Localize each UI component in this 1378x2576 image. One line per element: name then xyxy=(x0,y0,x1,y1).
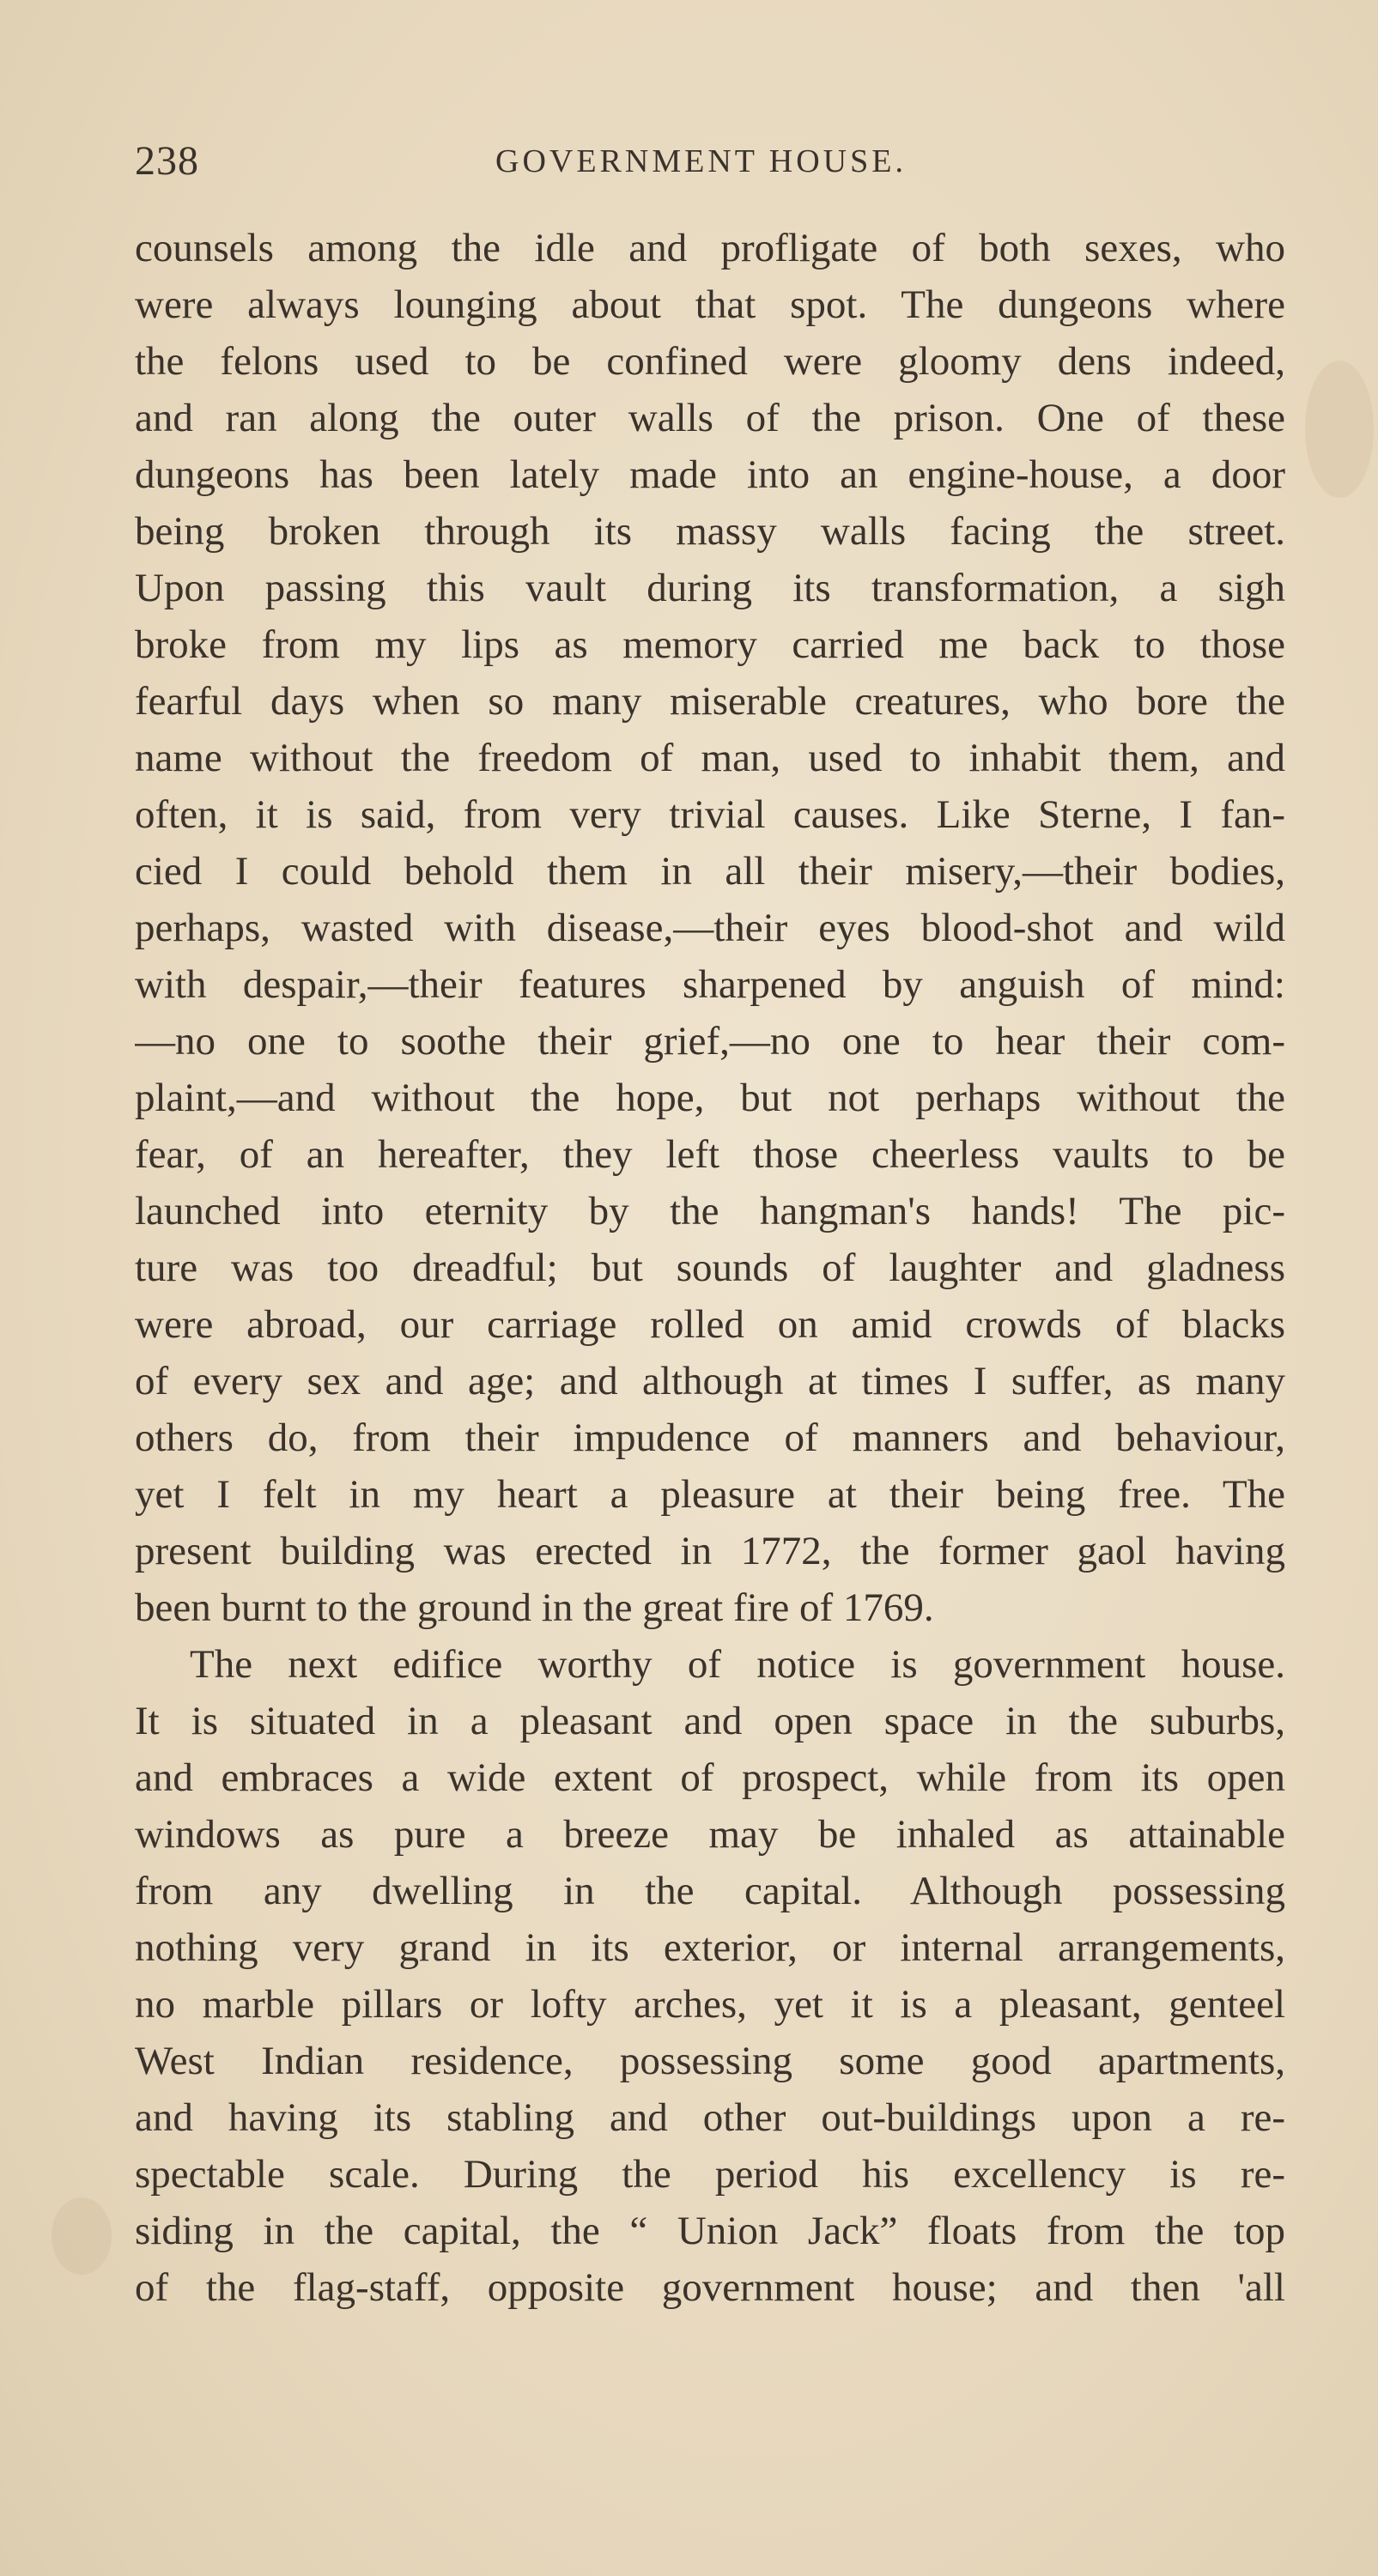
text-line: often, it is said, from very trivial causes. Like Sterne, I fan- xyxy=(135,792,1285,837)
text-line: yet I felt in my heart a pleasure at their being free. The xyxy=(135,1472,1285,1517)
text-line: broke from my lips as memory carried me back to those xyxy=(135,622,1285,667)
text-line: been burnt to the ground in the great fire of 1769. xyxy=(135,1585,934,1630)
page-number: 238 xyxy=(135,138,199,184)
text-line: others do, from their impudence of manners and behaviour, xyxy=(135,1415,1285,1460)
text-line: launched into eternity by the hangman's hands! The pic- xyxy=(135,1189,1285,1233)
text-line: fearful days when so many miserable creatures, who bore the xyxy=(135,679,1285,724)
running-head: GOVERNMENT HOUSE. xyxy=(495,143,907,179)
text-line: fear, of an hereafter, they left those cheerless vaults to be xyxy=(135,1132,1285,1177)
text-line: and having its stabling and other out-buildings upon a re- xyxy=(135,2095,1285,2140)
text-line: ture was too dreadful; but sounds of laughter and gladness xyxy=(135,1246,1285,1290)
text-line: nothing very grand in its exterior, or internal arrangements, xyxy=(135,1925,1285,1970)
paper-stain xyxy=(52,2197,112,2275)
text-line: from any dwelling in the capital. Although possessing xyxy=(135,1869,1285,1913)
text-line: —no one to soothe their grief,—no one to hear their com- xyxy=(135,1019,1285,1064)
text-line: plaint,—and without the hope, but not perhaps without the xyxy=(135,1076,1285,1120)
text-line: of every sex and age; and although at times I suffer, as many xyxy=(135,1359,1285,1403)
text-line: were abroad, our carriage rolled on amid crowds of blacks xyxy=(135,1302,1285,1347)
text-line: The next edifice worthy of notice is government house. xyxy=(190,1642,1285,1687)
text-line: the felons used to be confined were gloomy dens indeed, xyxy=(135,339,1285,384)
text-line: name without the freedom of man, used to inhabit them, and xyxy=(135,736,1285,780)
text-line: siding in the capital, the “ Union Jack” floats from the top xyxy=(135,2209,1285,2253)
body-text xyxy=(135,220,1285,2316)
text-line: windows as pure a breeze may be inhaled as attainable xyxy=(135,1812,1285,1857)
text-line: Upon passing this vault during its transformation, a sigh xyxy=(135,566,1285,610)
text-line: no marble pillars or lofty arches, yet it is a pleasant, genteel xyxy=(135,1982,1285,2027)
text-line: present building was erected in 1772, the former gaol having xyxy=(135,1529,1285,1573)
text-line: of the flag-staff, opposite government house; and then 'all xyxy=(135,2265,1285,2310)
text-line: and ran along the outer walls of the prison. One of these xyxy=(135,396,1285,440)
text-line: dungeons has been lately made into an engine-house, a door xyxy=(135,452,1285,497)
text-line: West Indian residence, possessing some good apartments, xyxy=(135,2039,1285,2083)
text-line: It is situated in a pleasant and open space in the suburbs, xyxy=(135,1699,1285,1743)
text-line: perhaps, wasted with disease,—their eyes blood-shot and wild xyxy=(135,906,1285,950)
text-line: spectable scale. During the period his excellency is re- xyxy=(135,2152,1285,2197)
text-line: were always lounging about that spot. The dungeons where xyxy=(135,282,1285,327)
text-line: with despair,—their features sharpened by anguish of mind: xyxy=(135,962,1285,1007)
page-header xyxy=(135,137,1281,189)
text-line: being broken through its massy walls facing the street. xyxy=(135,509,1285,554)
paper-stain xyxy=(1305,361,1374,498)
text-line: cied I could behold them in all their misery,—their bodies, xyxy=(135,849,1285,894)
text-line: counsels among the idle and profligate of both sexes, who xyxy=(135,226,1285,270)
text-line: and embraces a wide extent of prospect, while from its open xyxy=(135,1755,1285,1800)
